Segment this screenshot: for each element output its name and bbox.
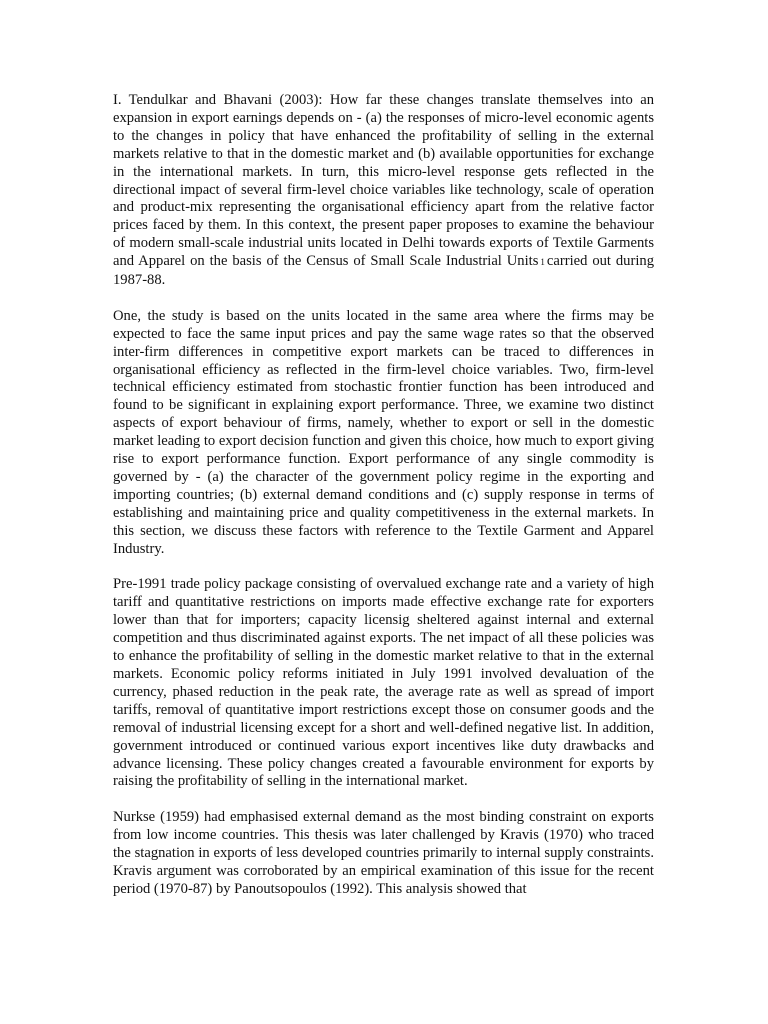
paragraph-external-demand: Nurkse (1959) had emphasised external demand as the most binding constraint on exports from low income countries. This thesis was later challenged by Kravis (1970) who traced the stagnation in exports of less developed countries primarily to internal supply constraints. Kravis argument was corroborated by an empirical examination of this issue for the recent period (1970-87) by Panoutsopoulos (1992). This analysis showed that [113,809,654,897]
paragraph-trade-policy: Pre-1991 trade policy package consisting of overvalued exchange rate and a variety of high tariff and quantitative restrictions on imports made effective exchange rate for exporters lower than that for importers; capacity licensig sheltered against internal and external competition and thus discriminated against exports. The net impact of all these policies was to enhance the profitability of selling in the domestic market relative to that in the external markets. Economic policy reforms initiated in July 1991 involved devaluation of the currency, phased reduction in the peak rate, the average rate as well as spread of import tariffs, removal of quantitative import restrictions except those on consumer goods and the removal of industrial licensing except for a short and well-defined negative list. In addition, government introduced or continued various export incentives like duty drawbacks and advance licensing. These policy changes created a favourable environment for exports by raising the profitability of selling in the international market. [113,576,654,790]
paragraph-intro-text-end: carried out during 1987-88. [113,253,654,289]
paragraph-study-design: One, the study is based on the units located in the same area where the firms may be expected to face the same input prices and pay the same wage rates so that the observed inter-firm differences in competitive export markets can be traced to differences in organisational efficiency as reflected in the firm-level choice variables. Two, firm-level technical efficiency estimated from stochastic frontier function has been introduced and found to be significant in explaining export performance. Three, we examine two distinct aspects of export behaviour of firms, namely, whether to export or sell in the domestic market leading to export decision function and given this choice, how much to export giving rise to export performance function. Export performance of any single commodity is governed by - (a) the character of the government policy regime in the exporting and importing countries; (b) external demand conditions and (c) supply response in terms of establishing and maintaining price and quality competitiveness in the external markets. In this section, we discuss these factors with reference to the Textile Garment and Apparel Industry. [113,307,654,557]
document-body [113,92,654,917]
paragraph-intro [113,92,654,290]
paragraph-intro-text: I. Tendulkar and Bhavani (2003): How far these changes translate themselves into an expansion in export earnings depends on - (a) the responses of micro-level economic agents to the changes in policy that have enhanced the profitability of selling in the external markets relative to that in the domestic market and (b) available opportunities for exchange in the international markets. In turn, this micro-level response gets reflected in the directional impact of several firm-level choice variables like technology, scale of operation and product-mix representing the organisational efficiency apart from the relative factor prices faced by them. In this context, the present paper proposes to examine the behaviour of modern small-scale industrial units located in Delhi towards exports of Textile Garments and Apparel on the basis of the Census of Small Scale Industrial Units [113,92,654,270]
footnote-marker: 1 [540,257,545,268]
